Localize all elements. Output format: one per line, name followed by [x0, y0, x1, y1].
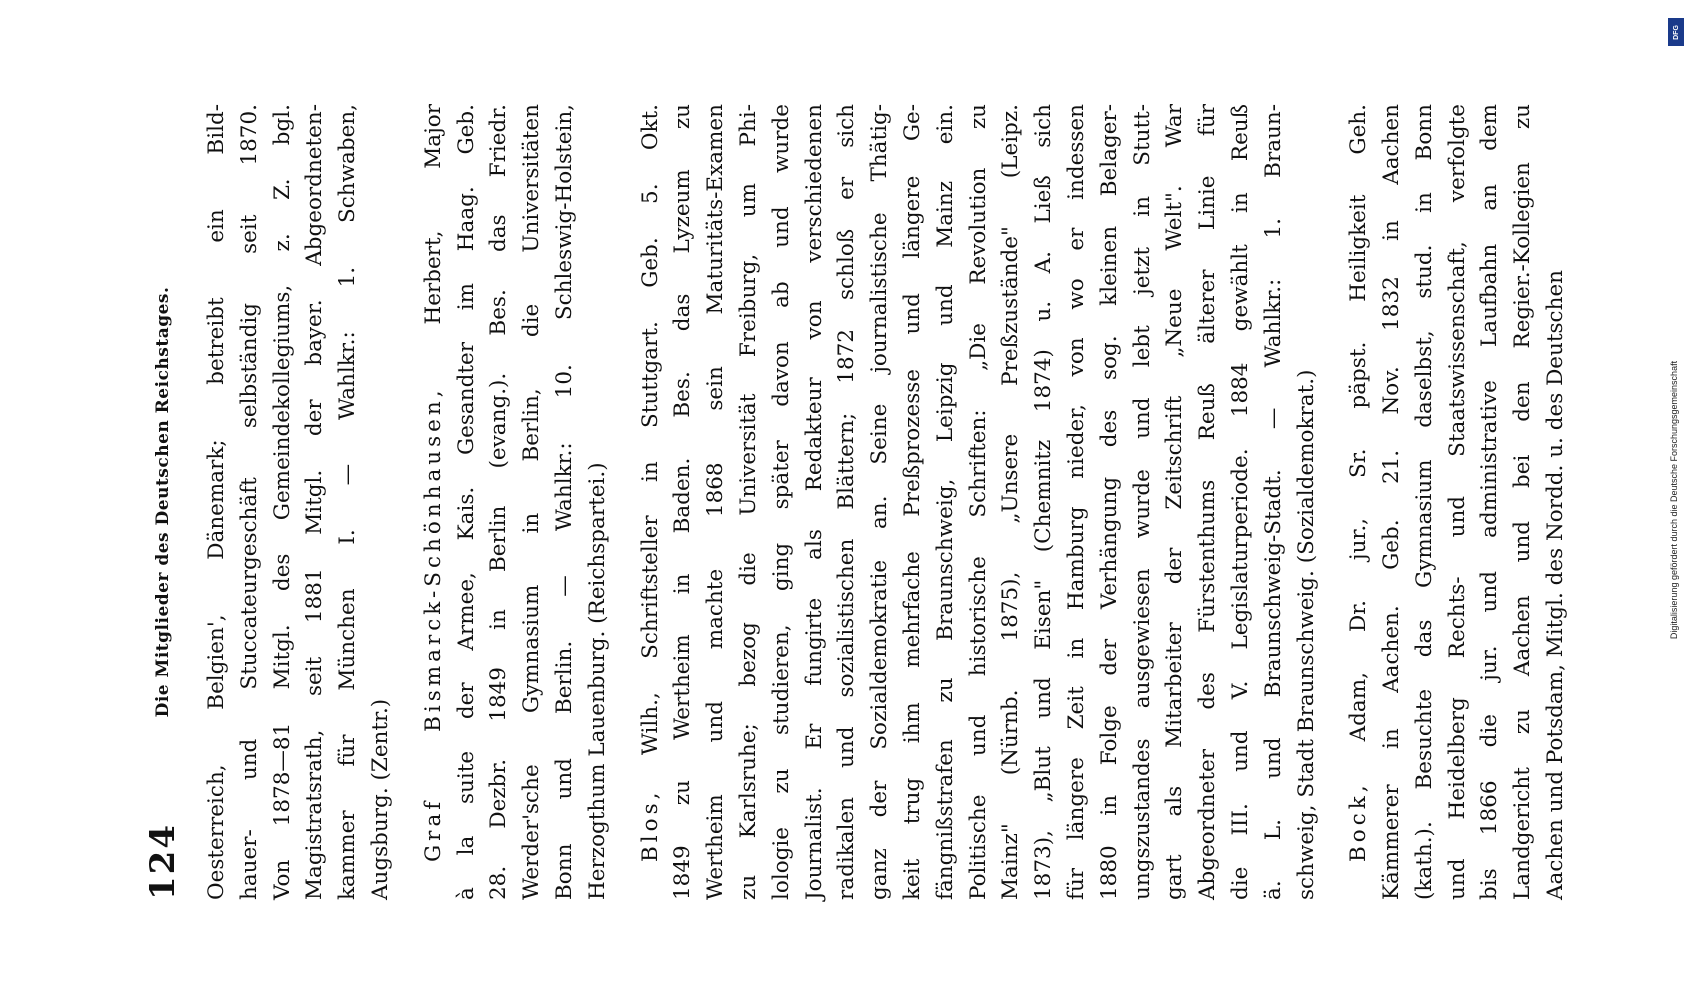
entry-text: Abgeordneter des Fürstenthums Reuß älterer Linie für — [1195, 104, 1221, 900]
entry-line — [733, 104, 766, 900]
entry-line — [1474, 104, 1507, 900]
entry-line — [1376, 104, 1409, 900]
entry-line — [1540, 104, 1573, 900]
entry-line — [1409, 104, 1442, 900]
entry-text: schweig, Stadt Braunschweig. (Sozialdemokrat.) — [1293, 369, 1319, 900]
entry-text: Landgericht zu Aachen und bei den Regier.-Kollegien zu — [1510, 104, 1536, 900]
entry-text: Oesterreich, Belgien', Dänemark; betreibt ein Bild- — [204, 104, 229, 900]
entry-text: 1873), „Blut und Eisen" (Chemnitz 1874) u. A. Ließ sich — [1031, 104, 1057, 900]
page-header — [143, 104, 201, 900]
entry-text: (kath.). Besuchte das Gymnasium daselbst, stud. in Bonn — [1411, 104, 1437, 900]
entry-line — [635, 104, 668, 900]
entry-text: zu Karlsruhe; bezog die Universität Freiburg, um Phi- — [735, 104, 761, 900]
entry-line — [963, 104, 996, 900]
entry-line — [930, 104, 963, 900]
entry-text: 1880 in Folge der Verhängung des sog. kleinen Belager- — [1096, 104, 1122, 900]
entry-text: kammer für München I. — Wahlkr.: 1. Schwaben, — [335, 104, 361, 900]
entry-line — [451, 104, 484, 900]
entry-line — [365, 104, 398, 900]
entry-line — [831, 104, 864, 900]
entry — [418, 104, 615, 900]
entry-text: hauer- und Stuccateurgeschäft selbständig seit 1870. — [236, 104, 262, 900]
entry-line — [1159, 104, 1192, 900]
entry-text: die III. und V. Legislaturperiode. 1884 gewählt in Reuß — [1227, 104, 1253, 900]
entry-text: Aachen und Potsdam, Mitgl. des Nordd. u. des Deutschen — [1543, 269, 1569, 900]
entry-line — [299, 104, 332, 900]
entry-line — [1127, 104, 1160, 900]
dfg-logo: DFG — [1668, 18, 1684, 46]
entry-line — [483, 104, 516, 900]
entry-name: Blos, — [637, 788, 663, 862]
entry-line — [1291, 104, 1324, 900]
entry-text: Von 1878—81 Mitgl. des Gemeindekollegiums, z. Z. bgl. — [269, 104, 295, 900]
entry-line — [799, 104, 832, 900]
entry-text: Wertheim und machte 1868 sein Maturitäts-Examen — [703, 104, 729, 900]
entry-line — [864, 104, 897, 900]
entry-name: Graf Bismarck-Schönhausen, — [420, 386, 446, 862]
entry-line — [1094, 104, 1127, 900]
entry-text: und Heidelberg Rechts- und Staatswissenschaft, verfolgte — [1444, 104, 1470, 900]
digitization-note-text: Digitalisierung gefördert durch die Deutsche Forschungsgemeinschaft — [1669, 360, 1679, 640]
entry-text: 1849 zu Wertheim in Baden. Bes. das Lyzeum zu — [670, 104, 696, 900]
entry-text: gart als Mitarbeiter der Zeitschrift „Neue Welt". War — [1162, 104, 1188, 900]
entry-line — [201, 104, 234, 900]
entry-line — [1028, 104, 1061, 900]
entry-text: Werder'sche Gymnasium in Berlin, die Universitäten — [519, 104, 545, 900]
entry-line — [516, 104, 549, 900]
entry-line — [1343, 104, 1376, 900]
entry-line — [549, 104, 582, 900]
entry-text: Politische und historische Schriften: „Die Revolution zu — [965, 104, 991, 900]
entry-text: Mainz" (Nürnb. 1875), „Unsere Preßzustände" (Leipz. — [998, 104, 1024, 900]
entry-text: Kämmerer in Aachen. Geb. 21. Nov. 1832 in Aachen — [1379, 104, 1405, 900]
running-title: Die Mitglieder des Deutschen Reichstages. — [153, 286, 173, 718]
entry-line — [582, 104, 615, 900]
entry — [1343, 104, 1573, 900]
entry-line — [332, 104, 365, 900]
entry-text: Magistratsrath, seit 1881 Mitgl. der bayer. Abgeordneten- — [302, 104, 328, 900]
entries — [201, 104, 1573, 900]
entry-text: lologie zu studieren, ging später davon ab und wurde — [768, 104, 794, 900]
entry — [201, 104, 398, 900]
entry-line — [667, 104, 700, 900]
entry-line — [234, 104, 267, 900]
entry-line — [897, 104, 930, 900]
entry-line — [1192, 104, 1225, 900]
entry-text: Adam, Dr. jur., Sr. päpst. Heiligkeit Geh. — [1346, 104, 1372, 742]
entry-line — [1442, 104, 1475, 900]
entry-line — [267, 104, 300, 900]
entry-text: Bonn und Berlin. — Wahlkr.: 10. Schleswig-Holstein, — [551, 104, 577, 900]
entry-line — [995, 104, 1028, 900]
entry-text: Journalist. Er fungirte als Redakteur von verschiedenen — [801, 104, 827, 900]
entry-text: ungszustandes ausgewiesen wurde und lebt jetzt in Stutt- — [1129, 104, 1155, 900]
entry-line — [1061, 104, 1094, 900]
entry-text: bis 1866 die jur. und administrative Laufbahn an dem — [1477, 104, 1503, 900]
page-number: 124 — [143, 823, 183, 900]
entry-line — [766, 104, 799, 900]
entry-text: fängnißstrafen zu Braunschweig, Leipzig und Mainz ein. — [932, 104, 958, 900]
entry — [635, 104, 1324, 900]
entry-text: Augsburg. (Zentr.) — [367, 698, 393, 900]
entry-text: radikalen und sozialistischen Blättern; 1872 schloß er sich — [834, 104, 860, 900]
entry-line — [1225, 104, 1258, 900]
entry-line — [418, 104, 451, 900]
digitization-note — [1664, 10, 1684, 990]
entry-text: Herbert, Major — [420, 103, 446, 325]
entry-line — [700, 104, 733, 900]
entry-text: ä. L. und Braunschweig-Stadt. — Wahlkr.: 1. Braun- — [1260, 104, 1286, 900]
entry-line — [1258, 104, 1291, 900]
entry-text: à la suite der Armee, Kais. Gesandter im Haag. Geb. — [453, 104, 479, 900]
entry-text: 28. Dezbr. 1849 in Berlin (evang.). Bes. das Friedr. — [486, 104, 512, 900]
entry-text: für längere Zeit in Hamburg nieder, von wo er indessen — [1063, 104, 1089, 900]
entry-text: Wilh., Schriftsteller in Stuttgart. Geb. 5. Okt. — [637, 104, 663, 756]
book-page — [113, 60, 1573, 940]
entry-line — [1507, 104, 1540, 900]
entry-text: keit trug ihm mehrfache Preßprozesse und längere Ge- — [899, 104, 925, 900]
entry-text: ganz der Sozialdemokratie an. Seine journalistische Thätig- — [867, 104, 893, 900]
entry-text: Herzogthum Lauenburg. (Reichspartei.) — [584, 462, 610, 900]
entry-name: Bock, — [1346, 781, 1372, 862]
